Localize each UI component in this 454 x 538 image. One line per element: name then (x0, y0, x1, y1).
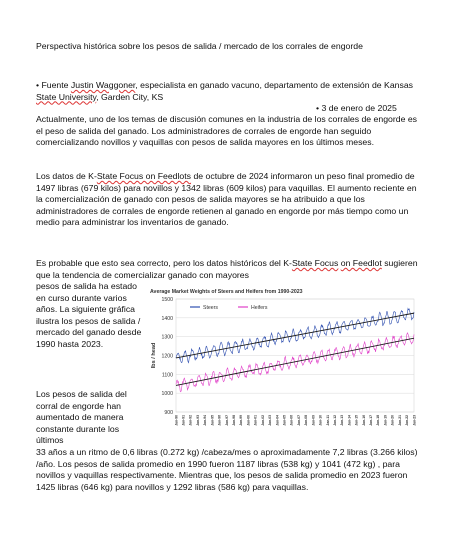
y-tick-label: 900 (164, 410, 173, 416)
y-tick-label: 1200 (161, 353, 173, 360)
y-tick-label: 1500 (161, 297, 173, 303)
float-text-1: pesos de salida ha estado en curso durante varios años. La siguiente gráfica ilustra los pesos de salida / mercado del ganado desde 1990 hasta 2023. (36, 281, 142, 349)
x-tick-label: Jan-91 (181, 415, 186, 426)
x-tick-label: Jan-90 (174, 415, 179, 426)
x-tick-label: Jan-01 (253, 415, 258, 426)
x-tick-label: Jan-21 (397, 415, 402, 426)
weights-chart (146, 289, 418, 435)
y-tick-label: 1400 (161, 315, 173, 322)
x-tick-label: Jan-92 (188, 415, 193, 426)
x-tick-label: Jan-05 (282, 415, 287, 426)
y-tick-label: 1300 (161, 334, 173, 341)
x-tick-label: Jan-06 (289, 415, 294, 426)
y-axis-label: lbs / head (151, 342, 157, 369)
focus-on-feedlots-link[interactable]: State Focus on Feedlots (96, 171, 192, 181)
university-name: State University (36, 91, 97, 102)
source-line: • Fuente Justin Waggoner, especialista en ganado vacuno, departamento de extensión de Kansas State University, Garden City, KS (36, 80, 414, 102)
chart-title: Average Market Weights of Steers and Heifers from 1990-2023 (150, 289, 303, 295)
y-tick-label: 1100 (161, 372, 173, 379)
x-tick-label: Jan-15 (354, 415, 359, 426)
x-tick-label: Jan-02 (260, 415, 265, 426)
x-tick-label: Jan-14 (347, 415, 352, 426)
x-tick-label: Jan-96 (217, 415, 222, 426)
x-tick-label: Jan-23 (412, 415, 417, 426)
x-tick-label: Jan-94 (203, 415, 208, 426)
publish-date: • 3 de enero de 2025 (316, 103, 397, 113)
x-tick-label: Jan-11 (325, 415, 330, 426)
x-tick-label: Jan-09 (311, 415, 316, 426)
document-title: Perspectiva histórica sobre los pesos de salida / mercado de los corrales de engorde (36, 41, 363, 51)
x-tick-label: Jan-22 (405, 415, 410, 426)
paragraph-2: Los datos de K-State Focus on Feedlots de octubre de 2024 informaron un peso final promedio de 1497 libras (679 kilos) para novillos y 1342 libras (609 kilos) para vaquillas. El aumento reciente en la comercialización de ganado con pesos de salida mayores se ha atribuido a que los administradores de corrales de engorde retienen al ganado en engorde por más tiempo como un medio para administrar los inventarios de ganado. (36, 171, 417, 228)
x-tick-label: Jan-16 (361, 415, 366, 426)
paragraph-4: 33 años a un ritmo de 0,6 libras (0.272 kg) /cabeza/mes o aproximadamente 7,2 libras (3.266 kilos) /año. Los pesos de salida promedio en 1990 fueron 1187 libras (538 kg) y 1041 (472 kg) , para novillos y vaquillas respectivamente. Mientras que, los pesos de salida promedio en 2023 fueron 1425 libras (646 kg) para novillos y 1292 libras (586 kg) para vaquillas. (36, 447, 418, 492)
x-tick-label: Jan-18 (376, 415, 381, 426)
x-tick-label: Jan-99 (239, 415, 244, 426)
x-tick-label: Jan-19 (383, 415, 388, 426)
x-tick-label: Jan-98 (231, 415, 236, 426)
x-tick-label: Jan-12 (332, 415, 337, 426)
author-name: Justin Waggoner (70, 80, 136, 90)
x-tick-label: Jan-95 (210, 415, 215, 426)
x-tick-label: Jan-20 (390, 415, 395, 426)
x-tick-label: Jan-03 (268, 415, 273, 426)
on-feedlot-link[interactable]: on Feedlot (340, 258, 382, 268)
x-tick-label: Jan-97 (224, 415, 229, 426)
x-tick-label: Jan-00 (246, 415, 251, 426)
state-focus-link[interactable]: State Focus (291, 258, 339, 268)
paragraph-1: Actualmente, uno de los temas de discusión comunes en la industria de los corrales de engorde es el peso de salida del ganado. Los administradores de corrales de engorde han seguido comercializando novillos y vaquillas con pesos de salida mayores en los últimos meses. (36, 114, 418, 148)
x-tick-label: Jan-04 (275, 415, 280, 426)
y-tick-label: 1000 (161, 391, 173, 398)
x-tick-label: Jan-08 (304, 415, 309, 426)
paragraph-3: Es probable que esto sea correcto, pero los datos históricos del K-State Focus on Feedlot sugieren que la tendencia de comercializar ganado con mayores (36, 258, 418, 280)
x-tick-label: Jan-17 (369, 415, 374, 426)
float-text-2: Los pesos de salida del corral de engorde han aumentado de manera constante durante los últimos (36, 389, 127, 446)
chart-svg (146, 289, 418, 435)
x-tick-label: Jan-93 (195, 415, 200, 426)
legend-label-steers: Steers (203, 305, 218, 311)
x-tick-label: Jan-07 (296, 415, 301, 426)
legend-label-heifers: Heifers (251, 305, 268, 311)
x-tick-label: Jan-13 (340, 415, 345, 426)
x-tick-label: Jan-10 (318, 415, 323, 426)
